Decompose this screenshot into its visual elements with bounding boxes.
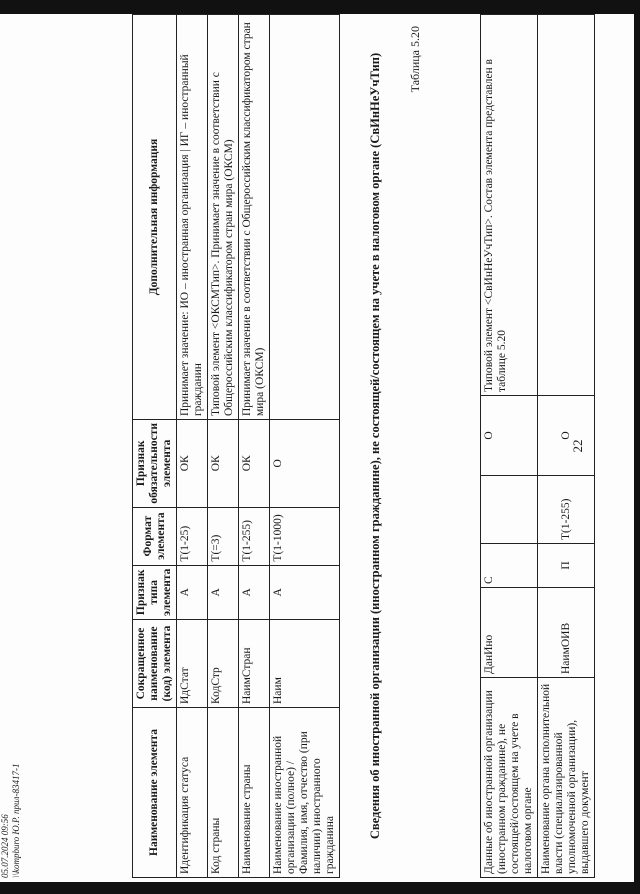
- column-header: Признак обязательности элемента: [133, 420, 177, 508]
- table-row: [481, 15, 538, 878]
- element-format-cell: T(1-255): [538, 476, 595, 544]
- footer-timestamp: 05.07.2024 09:56: [0, 814, 10, 878]
- footer-path: \\kompburo Ю.Р. прил-83417-1: [11, 763, 21, 878]
- document-footer: [0, 764, 22, 878]
- element-code-cell: НаимСтран: [239, 620, 270, 708]
- element-code-cell: ИдСтат: [177, 620, 208, 708]
- element-name-cell: Код страны: [208, 708, 239, 878]
- element-type-cell: С: [481, 544, 538, 588]
- table-row: [538, 15, 595, 878]
- element-info-cell: Типовой элемент <СвИнНеУчТип>. Состав элемента представлен в таблице 5.20: [481, 15, 538, 396]
- element-format-cell: T(=3): [208, 507, 239, 565]
- element-type-cell: П: [538, 544, 595, 588]
- table-label: Таблица 5.20: [408, 26, 422, 93]
- element-format-cell: T(1-1000): [270, 507, 340, 565]
- element-required-cell: ОК: [239, 420, 270, 508]
- element-required-cell: О: [481, 396, 538, 476]
- element-code-cell: ДанИно: [481, 588, 538, 678]
- element-name-cell: Идентификация статуса: [177, 708, 208, 878]
- scan-border-right: [634, 0, 640, 894]
- element-required-cell: О: [270, 420, 340, 508]
- element-required-cell: О: [538, 396, 595, 476]
- table-row: [177, 15, 208, 878]
- table-title: Сведения об иностранной организации (иностранном гражданине), не состоящей/состоящем на учете в налоговом органе (СвИнНеУчТип): [368, 52, 382, 840]
- continuation-table: [480, 14, 595, 878]
- element-required-cell: ОК: [208, 420, 239, 508]
- element-type-cell: А: [177, 565, 208, 619]
- element-type-cell: А: [239, 565, 270, 619]
- element-info-cell: [270, 15, 340, 420]
- element-info-cell: [538, 15, 595, 396]
- table-header-row: [133, 15, 177, 878]
- column-header: Сокращенное наименование (код) элемента: [133, 620, 177, 708]
- element-code-cell: НаимОИВ: [538, 588, 595, 678]
- column-header: Дополнительная информация: [133, 15, 177, 420]
- table-row: [270, 15, 340, 878]
- column-header: Формат элемента: [133, 507, 177, 565]
- element-info-cell: Принимает значение в соответствии с Общероссийским классификатором стран мира (ОКСМ): [239, 15, 270, 420]
- element-code-cell: КодСтр: [208, 620, 239, 708]
- column-header: Признак типа элемента: [133, 565, 177, 619]
- element-type-cell: А: [208, 565, 239, 619]
- element-type-cell: А: [270, 565, 340, 619]
- element-info-cell: Типовой элемент <ОКСМТип>. Принимает значение в соответствии с Общероссийским классификатором стран мира (ОКСМ): [208, 15, 239, 420]
- rotated-page-content: [0, 14, 600, 878]
- element-name-cell: Наименование иностранной организации (полное) / Фамилия, имя, отчество (при наличии) иностранного гражданина: [270, 708, 340, 878]
- scan-border-top: [0, 0, 640, 14]
- element-name-cell: Данные об иностранной организации (иностранном гражданине), не состоящей/состоящем на учете в налоговом органе: [481, 678, 538, 878]
- element-info-cell: Принимает значение: ИО – иностранная организация | ИГ – иностранный гражданин: [177, 15, 208, 420]
- table-row: [208, 15, 239, 878]
- element-code-cell: Наим: [270, 620, 340, 708]
- svinneuchtip-table: [132, 14, 340, 878]
- element-required-cell: ОК: [177, 420, 208, 508]
- table-row: [239, 15, 270, 878]
- element-name-cell: Наименование страны: [239, 708, 270, 878]
- element-name-cell: Наименование органа исполнительной власти (специализированной уполномоченной организации), выдавшего документ: [538, 678, 595, 878]
- scan-border-bottom: [0, 882, 640, 894]
- column-header: Наименование элемента: [133, 708, 177, 878]
- page-number: 22: [570, 439, 585, 453]
- element-format-cell: T(1-255): [239, 507, 270, 565]
- element-format-cell: [481, 476, 538, 544]
- element-format-cell: T(1-25): [177, 507, 208, 565]
